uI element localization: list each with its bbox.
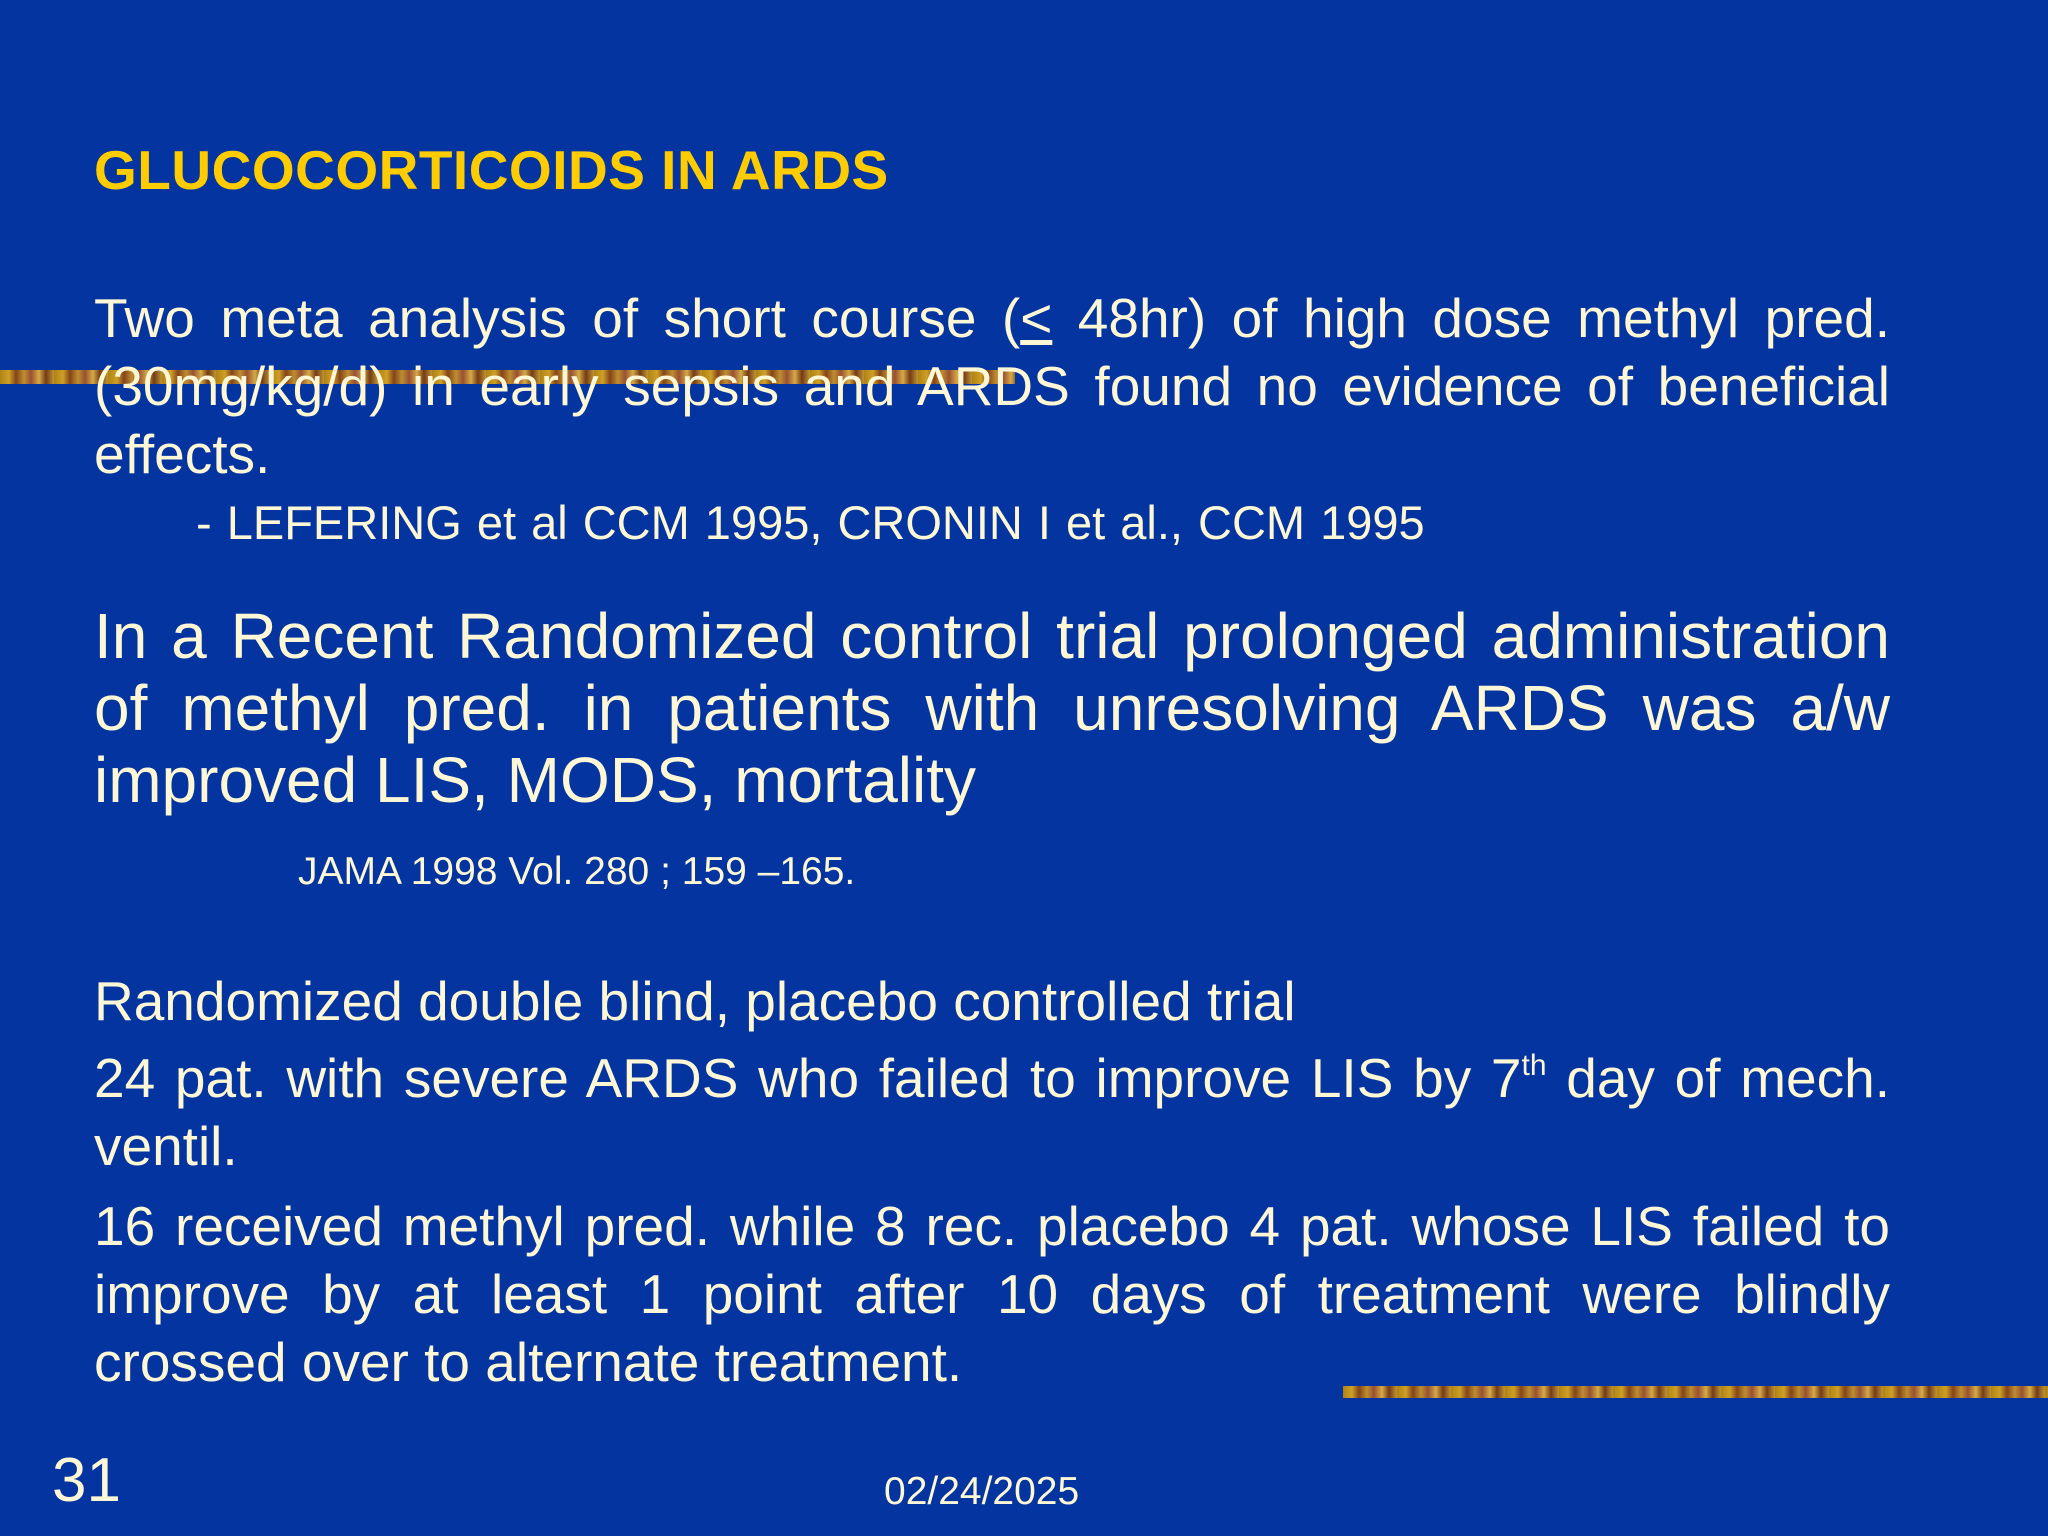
paragraph-randomized-trial: In a Recent Randomized control trial prolonged administration of methyl pred. in patients with unresolving ARDS was a/w improved LIS, MODS, mortality xyxy=(94,600,1890,816)
slide-title: GLUCOCORTICOIDS IN ARDS xyxy=(94,139,889,201)
less-or-equal-symbol: < xyxy=(1020,287,1053,349)
superscript-th: th xyxy=(1521,1049,1547,1082)
paragraph-patients-end: day of mech. ventil. xyxy=(94,1047,1890,1177)
slide-number: 31 xyxy=(52,1446,121,1515)
paragraph-trial-design: Randomized double blind, placebo controlled trial xyxy=(94,970,1296,1032)
paragraph-treatment: 16 received methyl pred. while 8 rec. placebo 4 pat. whose LIS failed to improve by at least 1 point after 10 days of treatment were blindly crossed over to alternate treatment. xyxy=(94,1195,1890,1393)
paragraph-meta-analysis-end: 48hr) of high dose methyl pred. (30mg/kg/d) in early sepsis and ARDS found no evidence of beneficial effects. xyxy=(94,287,1890,485)
paragraph-meta-analysis-start: Two meta analysis of short course ( xyxy=(94,287,1021,349)
paragraph-meta-analysis xyxy=(94,284,1890,488)
paragraph-patients xyxy=(94,1044,1890,1180)
reference-jama: JAMA 1998 Vol. 280 ; 159 –165. xyxy=(298,850,856,893)
paragraph-patients-start: 24 pat. with severe ARDS who failed to improve LIS by 7 xyxy=(94,1047,1522,1109)
slide-date: 02/24/2025 xyxy=(884,1470,1080,1513)
reference-meta-analysis: - LEFERING et al CCM 1995, CRONIN I et al., CCM 1995 xyxy=(196,496,1425,549)
